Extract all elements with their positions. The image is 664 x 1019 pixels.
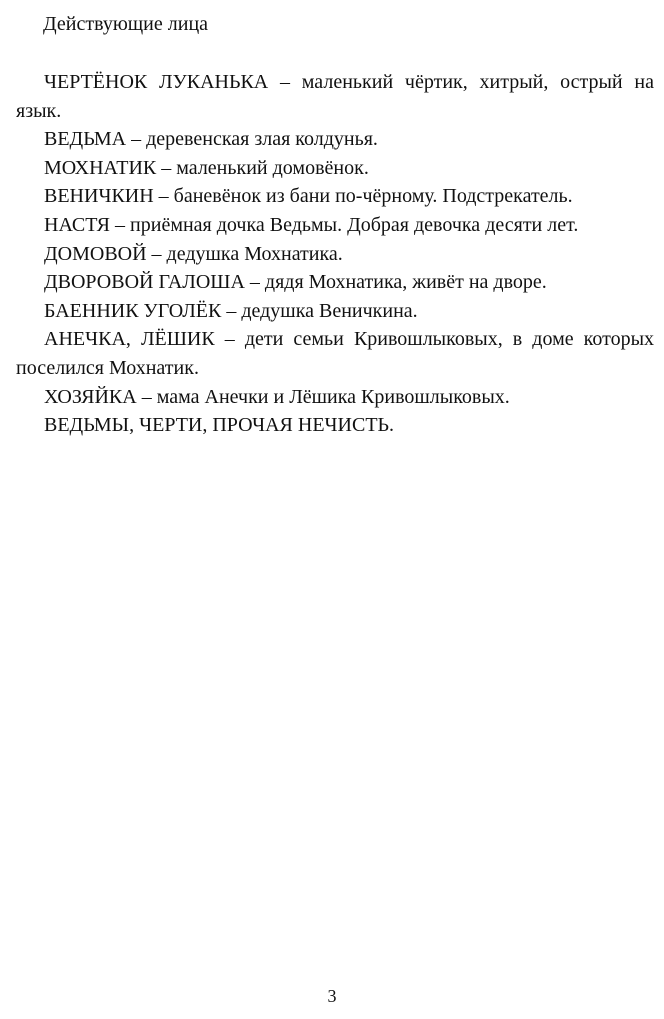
cast-role: ДВОРОВОЙ ГАЛОША xyxy=(44,271,245,294)
cast-entry xyxy=(16,240,654,269)
cast-description: дедушка Мохнатика. xyxy=(166,242,343,265)
cast-entry xyxy=(16,383,654,412)
cast-separator: – xyxy=(126,128,147,151)
cast-description: баневёнок из бани по-чёрному. Подстрекатель. xyxy=(173,185,573,208)
cast-entry xyxy=(16,268,654,297)
cast-description: маленький домовёнок. xyxy=(176,156,369,179)
cast-separator: – xyxy=(136,385,157,408)
cast-role: ВЕДЬМЫ, ЧЕРТИ, ПРОЧАЯ НЕЧИСТЬ. xyxy=(44,414,395,437)
cast-separator: – xyxy=(268,71,302,93)
cast-role: БАЕННИК УГОЛЁК xyxy=(44,299,222,322)
cast-role: АНЕЧКА, ЛЁШИК xyxy=(44,328,215,351)
cast-role: ВЕДЬМА xyxy=(44,128,127,151)
cast-entry xyxy=(16,297,654,326)
cast-description: приёмная дочка Ведьмы. Добрая девочка десяти лет. xyxy=(130,213,579,236)
cast-separator: – xyxy=(153,185,174,208)
cast-entry xyxy=(16,411,654,440)
cast-description: дядя Мохнатика, живёт на дворе. xyxy=(264,271,547,294)
cast-description: дети семьи Кривошлыковых, в доме которых поселился Мохнатик. xyxy=(16,328,655,379)
cast-entry xyxy=(16,125,654,154)
cast-role: МОХНАТИК xyxy=(44,156,157,179)
cast-separator: – xyxy=(146,242,167,265)
page-heading: Действующие лица xyxy=(43,13,209,35)
cast-description: мама Анечки и Лёшика Кривошлыковых. xyxy=(156,385,510,408)
cast-separator: – xyxy=(214,328,245,351)
cast-entry xyxy=(16,68,654,125)
cast-entry xyxy=(16,154,654,183)
cast-role: ВЕНИЧКИН xyxy=(44,185,154,208)
cast-role: ХОЗЯЙКА xyxy=(44,385,137,408)
cast-role: НАСТЯ xyxy=(44,213,111,236)
cast-separator: – xyxy=(156,156,177,179)
cast-entry xyxy=(16,211,654,240)
cast-role: ЧЕРТЁНОК ЛУКАНЬКА xyxy=(44,71,269,93)
cast-separator: – xyxy=(110,213,131,236)
cast-description: маленький чёртик, хитрый, острый на язык. xyxy=(16,71,654,122)
page-number: 3 xyxy=(327,986,337,1006)
cast-entry xyxy=(16,325,654,382)
cast-role: ДОМОВОЙ xyxy=(44,242,147,265)
cast-separator: – xyxy=(244,271,265,294)
cast-entry xyxy=(16,182,654,211)
cast-description: деревенская злая колдунья. xyxy=(146,128,378,151)
cast-description: дедушка Веничкина. xyxy=(241,299,418,322)
cast-list xyxy=(16,68,654,440)
cast-separator: – xyxy=(221,299,242,322)
